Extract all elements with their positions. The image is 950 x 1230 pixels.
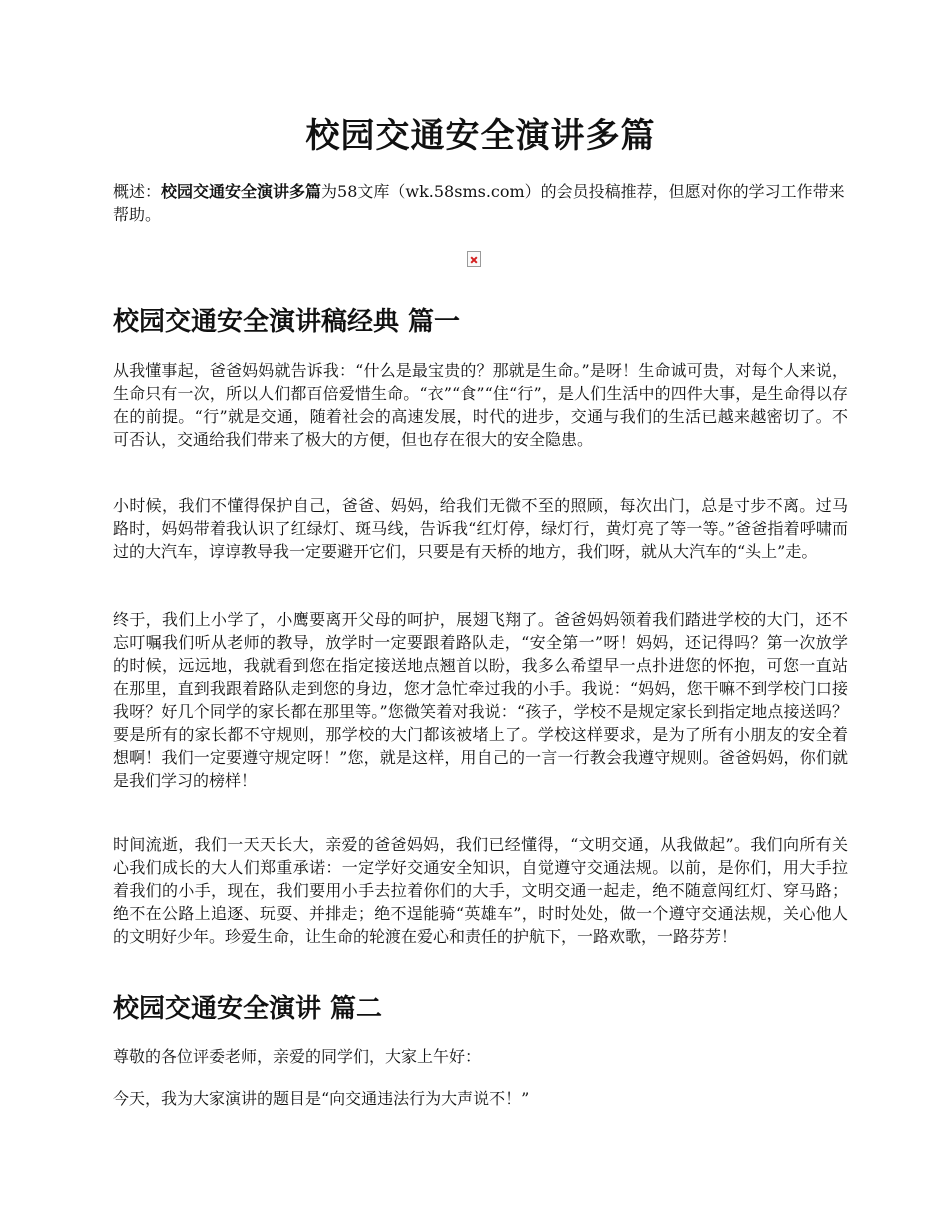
paragraph: 小时候，我们不懂得保护自己，爸爸、妈妈，给我们无微不至的照顾，每次出门，总是寸步不离。过马路时，妈妈带着我认识了红绿灯、斑马线，告诉我“红灯停，绿灯行，黄灯亮了等一等。”爸爸指着呼啸而过的大汽车，谆谆教导我一定要避开它们，只要是有天桥的地方，我们呀，就从大汽车的“头上”走。 — [113, 496, 848, 561]
page-title: 校园交通安全演讲多篇 — [305, 116, 656, 156]
paragraph: 从我懂事起，爸爸妈妈就告诉我：“什么是最宝贵的？那就是生命。”是呀！生命诚可贵，对每个人来说，生命只有一次，所以人们都百倍爱惜生命。“衣”“食”“住“行”，是人们生活中的四件大事，是生命得以存在的前提。“行”就是交通，随着社会的高速发展，时代的进步，交通与我们的生活已越来越密切了。不可否认，交通给我们带来了极大的方便，但也存在很大的安全隐患。 — [113, 361, 848, 449]
paragraph: 时间流逝，我们一天天长大，亲爱的爸爸妈妈，我们已经懂得，“文明交通，从我做起”。我们向所有关心我们成长的大人们郑重承诺：一定学好交通安全知识，自觉遵守交通法规。以前，是你们，用大手拉着我们的小手，现在，我们要用小手去拉着你们的大手，文明交通一起走，绝不随意闯红灯、穿马路；绝不在公路上追逐、玩耍、并排走；绝不逞能骑“英雄车”，时时处处，做一个遵守交通法规，关心他人的文明好少年。珍爱生命，让生命的轮渡在爱心和责任的护航下，一路欢歌，一路芬芳！ — [113, 835, 848, 946]
paragraph: 今天，我为大家演讲的题目是“向交通违法行为大声说不！” — [113, 1089, 530, 1108]
paragraph: 尊敬的各位评委老师，亲爱的同学们，大家上午好： — [113, 1047, 482, 1066]
broken-image-icon — [467, 251, 481, 267]
summary-prefix: 概述： — [113, 182, 162, 201]
section-heading-2: 校园交通安全演讲 篇二 — [113, 994, 383, 1024]
section-heading-1: 校园交通安全演讲稿经典 篇一 — [113, 307, 461, 337]
summary — [113, 180, 848, 226]
paragraph: 终于，我们上小学了，小鹰要离开父母的呵护，展翅飞翔了。爸爸妈妈领着我们踏进学校的大门，还不忘叮嘱我们听从老师的教导，放学时一定要跟着路队走，“安全第一”呀！妈妈，还记得吗？第一次放学的时候，远远地，我就看到您在指定接送地点翘首以盼，我多么希望早一点扑进您的怀抱，可您一直站在那里，直到我跟着路队走到您的身边，您才急忙牵过我的小手。我说：“妈妈，您干嘛不到学校门口接我呀？好几个同学的家长都在那里等。”您微笑着对我说：“孩子，学校不是规定家长到指定地点接送吗？要是所有的家长都不守规则，那学校的大门都该被堵上了。学校这样要求，是为了所有小朋友的安全着想啊！我们一定要遵守规定呀！”您，就是这样，用自己的一言一行教会我遵守规则。爸爸妈妈，你们就是我们学习的榜样！ — [113, 610, 848, 790]
summary-text: 为58文库（wk.58sms.com）的会员投稿推荐，但愿对你的学习工作带来帮助。 — [113, 182, 845, 224]
summary-bold-title: 校园交通安全演讲多篇 — [161, 182, 322, 201]
